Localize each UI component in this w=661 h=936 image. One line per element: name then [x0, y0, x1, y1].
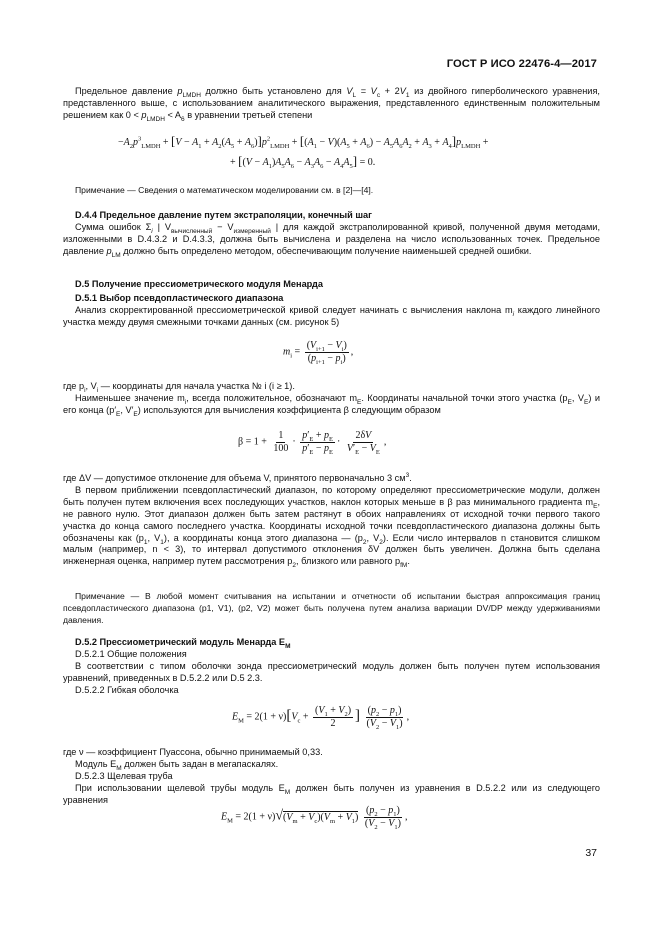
section-d522-title: D.5.2.2 Гибкая оболочка	[75, 684, 179, 695]
d51-text-2: каждого линейного участка между двумя смежными точками данных (см. рисунок 5)	[63, 304, 601, 327]
p2-text-4: , V	[571, 392, 585, 403]
section-d51-body: где ΔV — допустимое отклонение для объема V, принятого первоначально 3 $см^3$. В первом приближении псевдопластический диапазон, по которому определяют прессиометрические модули, должен быть получен путем включения всех последующих участков, наклон которых меньше в β раз минимального градиента $m_E$, не равного нулю. Этот диапазон должен быть затем растянут в обоих направлениях от исходной точки первого такого участка до конца самого последнего участка. Координаты исходной точки псевдопластического диапазона должны быть обозначены как ($p_1$, $V_1$), а координаты конца этого диапазона — ($p_2$, $V_2$). Если число интервалов n становится слишком малым (например, n < 3), то интервал допустимого отклонения δV должен быть увеличен. Должна быть сделана инженерная оценка, например путем рассмотрения $p_2$, близкого или равного $p_{fM}$.	[63, 471, 601, 570]
note-text: Примечание — Сведения о математическом моделировании см. в [2]—[4].	[75, 185, 374, 195]
intro-text-4: < A	[164, 109, 182, 120]
p3-text-5: , V	[366, 532, 380, 543]
section-d521-title: D.5.2.1 Общие положения	[75, 648, 187, 659]
where-pi-vi: где $p_i$, $V_i$ — координаты для начала участка № i (i ≥ 1). Наименьшее значение $m_i$, всегда положительное, обозначают $m_E$. Координаты начальной точки этого участка ($p_E$, $V_E$) и его конца ($p'_E$, $V'_E$) используются для вычисления коэффициента β следующим образом	[63, 381, 601, 418]
where1-text-1: где p	[63, 381, 85, 391]
p2-text-3: . Координаты начальной точки этого участка (p	[361, 392, 568, 403]
modul-text-2: должен быть задан в мегапаскалях.	[121, 758, 279, 769]
d51-text-1: Анализ скорректированной прессиометрической кривой следует начинать с вычисления наклона m	[75, 304, 513, 315]
p2-text-2: , всегда положительное, обозначают m	[186, 392, 358, 403]
section-d52: D.5.2 Прессиометрический модуль Менарда $E_M$ D.5.2.1 Общие положения В соответствии с типом оболочки зонда прессиометрический модуль должен быть получен путем использования уравнений, приведенных в D.5.2.2 или D.5 2.3. D.5.2.2 Гибкая оболочка	[63, 637, 600, 695]
where2-text: где ΔV — допустимое отклонение для объема V, принятого первоначально 3 см	[63, 473, 406, 483]
intro-text-3: из двойного гиперболического уравнения, представленного выше, с использованием аналитического выражения, представленного единственным положительным решением как 0 <	[63, 86, 600, 120]
p2-text-6: , V′	[120, 404, 134, 415]
p3-text-7: , близкого или равного p	[296, 556, 401, 567]
section-d5	[63, 279, 600, 291]
section-d52-body: где ν — коэффициент Пуассона, обычно принимаемый 0,33. Модуль $E_M$ должен быть задан в мегапаскалях. D.5.2.3 Щелевая труба При использовании щелевой трубы модуль $E_M$ должен быть получен из уравнения в D.5.2.2 или из следующего уравнения	[63, 747, 600, 805]
intro-text-1: Предельное давление	[75, 86, 178, 96]
section-d52-title: D.5.2 Прессиометрический модуль Менарда E	[75, 637, 286, 647]
page-number: 37	[585, 847, 597, 859]
note-approximation	[63, 591, 600, 627]
p3-text-4: ), а координаты конца этого диапазона — (p	[163, 532, 363, 543]
p2-text-7: ) используются для вычисления коэффициента β следующим образом	[137, 404, 441, 415]
d521-text: В соответствии с типом оболочки зонда прессиометрический модуль должен быть получен путем использования уравнений, приведенных в D.5.2.2 или D.5 2.3.	[63, 660, 600, 683]
note-modeling	[63, 185, 600, 197]
d44-text-2: | V	[152, 221, 171, 232]
p3-text-6: ). Если число интервалов n становится слишком малым (например, n < 3), то интервал допустимого отклонения δV должен быть увеличен. Должна быть сделана инженерная оценка, например путем рассмотрения p	[63, 532, 601, 567]
p3-text-2: , не равного нулю. Этот диапазон должен быть затем растянут в обоих направлениях от исходной точки первого такого участка до конца самого последнего участка. Координаты исходной точки псевдопластического диапазона должны быть обозначены как (p	[63, 496, 600, 543]
d44-text-6: | для каждой экстраполированной кривой, полученной двумя методами, изложенными в D.4.3.2 и D.4.3.3, должна быть вычислена и разделена на число использованных точек. Предельное давление	[63, 221, 600, 256]
where1-text-2: , V	[85, 381, 97, 391]
beta-formula: β = 1 + $\frac{1}{100}$ · $\frac{p'_E + p_E}{p'_E - p_E}$ · $\frac{2\delta V}{V'_E - V_E}$ ,	[238, 430, 387, 456]
flexible-membrane-formula: $E_M = 2(1 + \nu)[V_c$ + $\frac{(V_1 + V_2)}{2}$ ] $\frac{(p_2 - p_1)}{(V_2 - V_1)}$ ,	[232, 705, 410, 731]
section-d44-title: D.4.4 Предельное давление путем экстраполяции, конечный шаг	[75, 210, 372, 220]
section-d523-title: D.5.2.3 Щелевая труба	[75, 770, 173, 781]
cubic-equation: $-A_2p^3_{LMDH} + [V - A_1 + A_2(A_5 + A_6)]p^2_{LMDH} + [(A_1 - V)(A_5 + A_6) - A_5A_6A_2 + A_3 + A_4]p_{LMDH}$ + + $[(V - A_1)A_5A_6 - A_3A_6 - A_4A_5] = 0$.	[118, 133, 489, 170]
d523-text-2: должен быть получен из уравнения в D.5.2.2 или из следующего уравнения	[63, 782, 600, 805]
section-d5-title: D.5 Получение прессиометрического модуля Менарда	[75, 279, 324, 289]
intro-paragraph: Предельное давление $p_{LMDH}$ должно быть установлено для $V_L = V_c + 2V_1$ из двойного гиперболического уравнения, представленного выше, с использованием аналитического выражения, представленного единственным положительным решением как $0 < p_{LMDH} < A_6$ в уравнении третьей степени	[63, 86, 600, 123]
slope-formula: $m_i$ = $\frac{(V_{i+1} - V_i)}{(p_{i+1} - p_i)}$ ,	[283, 340, 354, 366]
p3-text-1: В первом приближении псевдопластический диапазон, по которому определяют прессиометрические модули, должен быть получен путем включения всех последующих участков, наклон которых меньше в β раз минимального градиента m	[63, 484, 600, 507]
p3-text-3: , V	[147, 532, 161, 543]
where1-text-3: — координаты для начала участка № i (i ≥ 1).	[98, 381, 295, 391]
d523-text-1: При использовании щелевой трубы модуль E	[75, 782, 285, 793]
section-d51: D.5.1 Выбор псевдопластического диапазона Анализ скорректированной прессиометрической кривой следует начинать с вычисления наклона $m_i$ каждого линейного участка между двумя смежными точками данных (см. рисунок 5)	[63, 293, 601, 327]
intro-text-2: должно быть установлено для	[200, 86, 347, 96]
modul-text-1: Модуль E	[75, 758, 117, 769]
d44-text-5: измеренный	[233, 227, 271, 235]
p2-text-5: ) и его конца (p′	[63, 392, 601, 415]
d44-text-4: − V	[212, 221, 234, 232]
section-d51-title: D.5.1 Выбор псевдопластического диапазона	[75, 293, 284, 303]
d44-text-1: Сумма ошибок Σ	[75, 221, 152, 232]
slotted-tube-formula: $E_M = 2(1 + \nu)√(V_m + V_c)(V_m + V_1)$ $\frac{(p_2 - p_1)}{(V_2 - V_1)}$ ,	[221, 805, 408, 831]
note2-text: Примечание — В любой момент считывания на испытании и отчетности об испытании быстрая аппроксимация границ псевдопластического диапазона (p1, V1), (p2, V2) может быть получена путем анализа вариации DV/DP между удерживаниями давления.	[63, 591, 600, 625]
d44-text-3: вычисленный	[170, 227, 213, 235]
standard-header: ГОСТ Р ИСО 22476-4—2017	[446, 58, 597, 70]
section-d44: D.4.4 Предельное давление путем экстраполяции, конечный шаг Сумма ошибок $\Sigma_i$ | $V_{вычисленный} - V_{измеренный}$ | для каждой экстраполированной кривой, полученной двумя методами, изложенными в D.4.3.2 и D.4.3.3, должна быть вычислена и разделена на число использованных точек. Предельное давление $p_{LM}$ должно быть определено методом, обеспечивающим получение наименьшей средней ошибки.	[63, 210, 600, 259]
d44-text-7: должно быть определено методом, обеспечивающим получение наименьшей средней ошибки.	[120, 245, 532, 256]
intro-text-5: в уравнении третьей степени	[184, 109, 313, 120]
where3-text: где ν — коэффициент Пуассона, обычно принимаемый 0,33.	[63, 747, 323, 757]
p2-text-1: Наименьшее значение m	[75, 392, 185, 403]
